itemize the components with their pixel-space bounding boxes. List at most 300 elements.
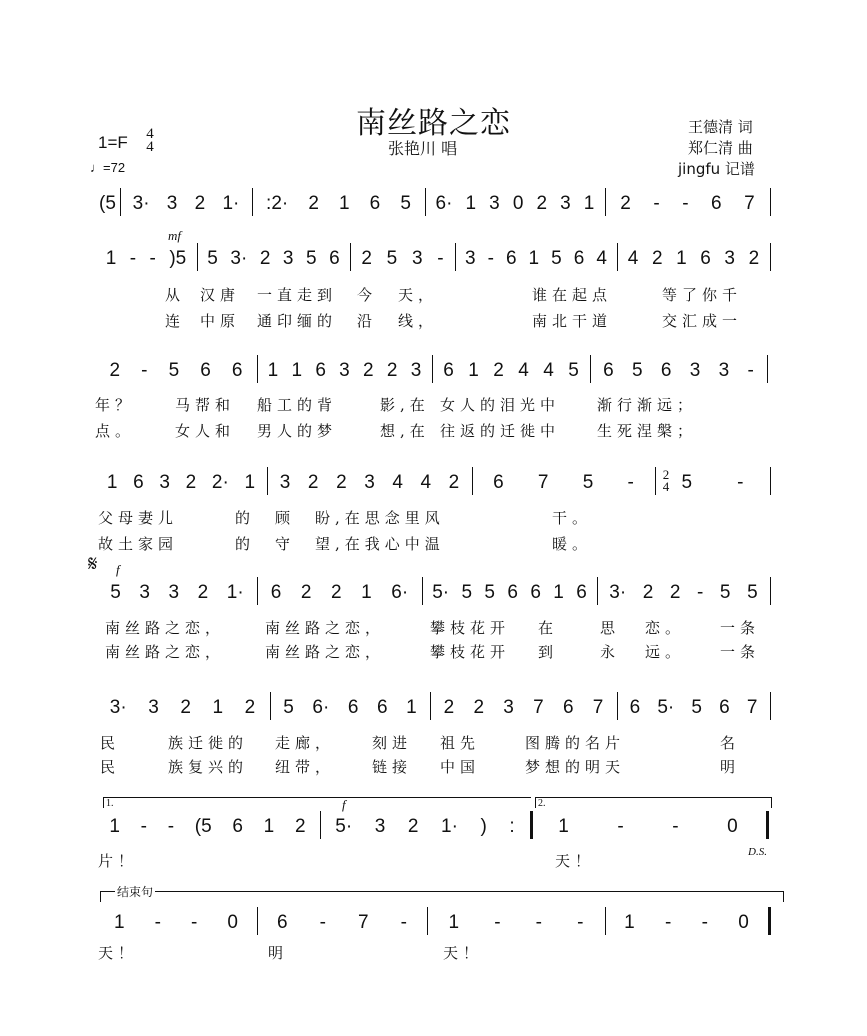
- measure: [621, 696, 766, 720]
- note: 2: [642, 582, 654, 603]
- lyric-segment: 船工的背: [257, 396, 338, 414]
- lyric-segment: 天，: [398, 286, 439, 304]
- note: -: [701, 912, 708, 933]
- note: 5: [719, 582, 731, 603]
- lyric-segment: 一条: [720, 619, 761, 637]
- volta-1: 1.: [103, 797, 531, 808]
- music-row: [0, 359, 867, 383]
- bar-line: [257, 907, 258, 935]
- lyric-segment: 点。: [95, 422, 136, 440]
- note: 1: [448, 912, 460, 933]
- note: 2: [536, 193, 548, 214]
- note: 3: [560, 193, 571, 214]
- lyric-segment: 守: [275, 535, 296, 553]
- note: 5·: [432, 582, 450, 603]
- note: :: [509, 816, 515, 837]
- dynamic-mf: mf: [168, 228, 181, 243]
- note: 1: [263, 816, 275, 837]
- note: 5: [551, 248, 562, 269]
- note: 3: [339, 360, 350, 381]
- lyric-segment: 盼,在思念里风: [315, 509, 445, 527]
- lyric-segment: 纽带，: [275, 758, 336, 776]
- note: 3: [159, 472, 170, 493]
- note: -: [487, 248, 494, 269]
- note: 4: [543, 360, 554, 381]
- note: 0: [727, 816, 738, 837]
- measure: [256, 192, 421, 216]
- lyric-segment: 天！: [98, 944, 139, 962]
- note: 6·: [435, 193, 453, 214]
- note: 6: [277, 912, 288, 933]
- bar-line: [770, 692, 771, 720]
- lyricist-credit: 王德清 词: [688, 118, 753, 136]
- lyric-segment: 民: [100, 758, 121, 776]
- lyric-segment: 到: [538, 643, 559, 661]
- note: 6: [493, 472, 504, 493]
- time-sig-bottom: 4: [146, 139, 154, 155]
- lyric-segment: 从: [165, 286, 186, 304]
- key-signature: 1=F: [98, 133, 128, 152]
- note: 1: [244, 472, 256, 493]
- time-signature: [144, 128, 156, 154]
- note: -: [437, 248, 444, 269]
- measure: [436, 359, 586, 383]
- lyric-segment: 渐行渐远；: [597, 396, 698, 414]
- lyric-segment: 永: [600, 643, 621, 661]
- bar-line: [267, 467, 268, 495]
- lyric-segment: 天！: [555, 852, 596, 870]
- lyric-segment: 今: [357, 286, 378, 304]
- lyric-segment: 通印缅的: [257, 312, 338, 330]
- measure: [124, 192, 248, 216]
- note: 6: [200, 360, 211, 381]
- note: 1: [553, 582, 564, 603]
- bar-line: [617, 692, 618, 720]
- measure: [99, 359, 253, 383]
- note: 5: [681, 472, 693, 493]
- note: 6: [530, 582, 541, 603]
- note: 6: [133, 472, 144, 493]
- bar-line: [770, 188, 771, 216]
- measure: [261, 581, 418, 605]
- measure: [99, 247, 193, 271]
- bar-line: [597, 577, 598, 605]
- note: 5: [747, 582, 758, 603]
- lyric-segment: 汉唐: [200, 286, 241, 304]
- note: 6: [719, 697, 730, 718]
- note: 3·: [609, 582, 627, 603]
- note: 1: [465, 193, 477, 214]
- bar-line: [472, 467, 473, 495]
- note: 6: [711, 193, 722, 214]
- note: 2: [109, 360, 121, 381]
- measure: [101, 581, 253, 605]
- note: 3: [503, 697, 514, 718]
- singer-credit: 张艳川 唱: [388, 139, 458, 158]
- note: 5: [306, 248, 317, 269]
- music-row: [0, 581, 867, 605]
- lyric-segment: 生死涅槃；: [597, 422, 698, 440]
- lyric-segment: 男人的梦: [257, 422, 338, 440]
- bar-line: [422, 577, 423, 605]
- bar-line: [350, 243, 351, 271]
- bar-line: [590, 355, 591, 383]
- lyric-segment: 梦想的明天: [525, 758, 626, 776]
- note: 4: [518, 360, 529, 381]
- lyric-segment: 恋。: [645, 619, 686, 637]
- lyric-segment: 连: [165, 312, 186, 330]
- note: 6: [573, 248, 585, 269]
- note: 6: [700, 248, 711, 269]
- lyric-segment: 链接: [372, 758, 413, 776]
- measure: [99, 911, 253, 935]
- note: 1: [106, 472, 118, 493]
- note: -: [400, 912, 407, 933]
- measure: [476, 471, 651, 495]
- note: -: [577, 912, 584, 933]
- time-change-bottom: 4: [662, 479, 670, 494]
- bar-line: [655, 467, 656, 495]
- lyric-segment: 刻进: [372, 734, 413, 752]
- note: 2: [180, 697, 191, 718]
- note: 6: [505, 248, 517, 269]
- bar-line: [605, 188, 606, 216]
- measure: [324, 815, 526, 839]
- note: -: [535, 912, 542, 933]
- note: 6: [443, 360, 454, 381]
- dynamic-f: f: [342, 797, 346, 812]
- lyric-segment: 南丝路之恋，: [105, 619, 226, 637]
- note: 5: [400, 193, 411, 214]
- lyric-segment: 望,在我心中温: [315, 535, 445, 553]
- time-change-top: 2: [662, 467, 670, 482]
- note: -: [682, 193, 689, 214]
- ending-bracket: [100, 885, 784, 902]
- note: 1: [583, 193, 595, 214]
- transcriber-credit: jingfu 记谱: [678, 160, 755, 178]
- music-row: [0, 696, 867, 720]
- note: 1: [528, 248, 540, 269]
- lyric-segment: 线，: [398, 312, 439, 330]
- note: 5: [568, 360, 579, 381]
- note: 7: [592, 697, 604, 718]
- lyric-segment: 攀枝花开: [430, 619, 511, 637]
- note: 6: [376, 697, 388, 718]
- note: 5: [632, 360, 643, 381]
- music-row: [0, 192, 867, 216]
- lyric-segment: 影,在: [380, 396, 430, 414]
- bar-line: [425, 188, 426, 216]
- bar-line: [767, 355, 768, 383]
- note: -: [653, 193, 660, 214]
- music-row: [0, 815, 867, 839]
- lyric-segment: 一条: [720, 643, 761, 661]
- bar-line: [770, 467, 771, 495]
- note: 5·: [657, 697, 675, 718]
- note: 3·: [132, 193, 150, 214]
- lyric-segment: 中原: [200, 312, 241, 330]
- note: -: [191, 912, 198, 933]
- lyric-segment: 干。: [552, 509, 593, 527]
- note: 6·: [391, 582, 409, 603]
- lyric-segment: 远。: [645, 643, 686, 661]
- note: 2: [493, 360, 504, 381]
- lyric-segment: 天！: [443, 944, 484, 962]
- lyric-segment: 谁在起点: [532, 286, 613, 304]
- note: -: [149, 248, 156, 269]
- lyric-segment: 南丝路之恋，: [265, 619, 386, 637]
- note: 3: [718, 360, 730, 381]
- note: 3: [724, 248, 735, 269]
- note: 6: [315, 360, 326, 381]
- lyric-segment: 南北干道: [532, 312, 613, 330]
- measure: [601, 581, 766, 605]
- note: (5: [99, 193, 116, 214]
- note: -: [627, 472, 634, 493]
- lyric-segment: 名: [720, 734, 741, 752]
- lyric-segment: 年？: [95, 396, 136, 414]
- measure: [534, 815, 762, 839]
- measure: [459, 247, 613, 271]
- music-row: [0, 911, 867, 935]
- measure: [261, 359, 428, 383]
- lyric-segment: 在: [538, 619, 559, 637]
- note: 2: [197, 582, 209, 603]
- lyric-segment: 片！: [98, 852, 139, 870]
- lyric-segment: 女人和: [175, 422, 236, 440]
- lyric-segment: 沿: [357, 312, 378, 330]
- lyric-segment: 走廊，: [275, 734, 336, 752]
- lyric-segment: 故土家园: [98, 535, 179, 553]
- music-row: [0, 247, 867, 271]
- note: 6: [231, 360, 243, 381]
- note: 6: [603, 360, 614, 381]
- note: 1·: [441, 816, 458, 837]
- lyric-segment: 攀枝花开: [430, 643, 511, 661]
- note: 3: [282, 248, 294, 269]
- measure: [594, 359, 763, 383]
- note: 5: [582, 472, 594, 493]
- measure: [99, 815, 316, 839]
- measure: [99, 696, 266, 720]
- note: 3: [166, 193, 178, 214]
- note: -: [737, 472, 744, 493]
- note: -: [319, 912, 326, 933]
- lyric-segment: 中国: [440, 758, 481, 776]
- note: 3: [139, 582, 150, 603]
- note: -: [672, 816, 679, 837]
- lyric-segment: 父母妻儿: [98, 509, 179, 527]
- measure: [429, 192, 601, 216]
- note: 1: [291, 360, 303, 381]
- lyric-segment: 的: [235, 509, 256, 527]
- note: 6: [660, 360, 672, 381]
- lyric-segment: 一直走到: [257, 286, 338, 304]
- note: 2: [473, 697, 485, 718]
- note: 1: [212, 697, 224, 718]
- volta-2: 2.: [535, 797, 772, 808]
- note: 7: [746, 697, 758, 718]
- note: 5: [168, 360, 180, 381]
- bar-line: [252, 188, 253, 216]
- note: 0: [227, 912, 238, 933]
- ds-marking: D.S.: [748, 846, 767, 858]
- bar-line: [605, 907, 606, 935]
- lyric-segment: 暖。: [552, 535, 593, 553]
- note: :2·: [266, 193, 289, 214]
- measure: [609, 192, 766, 216]
- note: 2: [185, 472, 197, 493]
- composer-credit: 郑仁清 曲: [688, 139, 753, 157]
- note: 6: [629, 697, 641, 718]
- note: )5: [169, 248, 187, 269]
- lyric-segment: 族迁徙的: [168, 734, 249, 752]
- note: 6·: [312, 697, 330, 718]
- measure: [201, 247, 346, 271]
- note: -: [129, 248, 137, 269]
- note: 1: [267, 360, 279, 381]
- note: 6: [347, 697, 359, 718]
- note: 3·: [109, 697, 127, 718]
- note: 3: [689, 360, 701, 381]
- note: 5: [207, 248, 218, 269]
- note: 5: [283, 697, 294, 718]
- note: 5: [461, 582, 473, 603]
- note: -: [617, 816, 624, 837]
- note: 2: [669, 582, 681, 603]
- note: 2: [361, 248, 372, 269]
- measure: [99, 192, 116, 216]
- note: 2: [244, 697, 256, 718]
- note: 7: [537, 472, 549, 493]
- note: -: [154, 912, 161, 933]
- note: 6: [232, 816, 243, 837]
- measure: [261, 911, 423, 935]
- lyric-segment: 往返的迁徙中: [440, 422, 561, 440]
- note: -: [697, 582, 704, 603]
- note: 6: [270, 582, 282, 603]
- note: 2: [386, 360, 398, 381]
- note: 1: [676, 248, 687, 269]
- note: 6: [507, 582, 518, 603]
- measure: [274, 696, 426, 720]
- measure: [434, 696, 613, 720]
- lyric-segment: 等了你千: [662, 286, 743, 304]
- note: 2: [363, 360, 374, 381]
- bar-line: [455, 243, 456, 271]
- note: 2: [300, 582, 312, 603]
- note: 3: [411, 248, 423, 269]
- lyric-segment: 明: [268, 944, 289, 962]
- bar-line: [617, 243, 618, 271]
- bar-line: [197, 243, 198, 271]
- note: 6: [329, 248, 340, 269]
- note: 2: [651, 248, 663, 269]
- note: 2: [194, 193, 206, 214]
- bar-line: [320, 811, 321, 839]
- music-row: [0, 467, 867, 495]
- dynamic-f: f: [116, 562, 120, 577]
- note: 6: [562, 697, 574, 718]
- lyric-segment: 的: [235, 535, 256, 553]
- measure: [609, 911, 764, 935]
- note: 3: [364, 472, 375, 493]
- note: 2: [443, 697, 455, 718]
- note: 5: [110, 582, 121, 603]
- lyric-segment: 南丝路之恋，: [265, 643, 386, 661]
- note: 2: [407, 816, 419, 837]
- bar-line: [257, 355, 258, 383]
- bar-line: [530, 811, 533, 839]
- note: 2: [308, 193, 319, 214]
- note: 3: [168, 582, 180, 603]
- note: 1: [468, 360, 479, 381]
- lyric-segment: 交汇成一: [662, 312, 743, 330]
- note: 1: [558, 816, 569, 837]
- note: 7: [533, 697, 544, 718]
- lyric-segment: 南丝路之恋，: [105, 643, 226, 661]
- note: 4: [420, 472, 432, 493]
- measure: [271, 471, 468, 495]
- note: 4: [392, 472, 403, 493]
- note: 2: [620, 193, 631, 214]
- bar-line: [766, 811, 769, 839]
- note: 5: [691, 697, 702, 718]
- lyric-segment: 民: [100, 734, 121, 752]
- time-sig-top: 4: [146, 126, 154, 142]
- note: 1: [109, 816, 120, 837]
- lyric-segment: 祖先: [440, 734, 481, 752]
- lyric-segment: 马帮和: [175, 396, 236, 414]
- note: 5: [386, 248, 398, 269]
- note: 4: [596, 248, 607, 269]
- note: 3: [465, 248, 476, 269]
- note: 1·: [226, 582, 244, 603]
- measure: [354, 247, 451, 271]
- note: 1: [339, 193, 350, 214]
- note: -: [494, 912, 501, 933]
- bar-line: [432, 355, 433, 383]
- note: 1·: [222, 193, 240, 214]
- lyric-segment: 顾: [275, 509, 296, 527]
- note: 2: [748, 248, 760, 269]
- note: 1: [361, 582, 372, 603]
- note: -: [665, 912, 672, 933]
- note: 3·: [230, 248, 248, 269]
- note: 2: [259, 248, 271, 269]
- note: 3: [148, 697, 159, 718]
- lyric-segment: 想,在: [380, 422, 430, 440]
- note: 2·: [211, 472, 229, 493]
- note: 2: [448, 472, 460, 493]
- note: 1: [114, 912, 125, 933]
- note: ): [480, 816, 487, 837]
- measure: [99, 471, 263, 495]
- measure: [621, 247, 766, 271]
- segno-icon: 𝄋: [88, 552, 98, 577]
- note: 3: [410, 360, 422, 381]
- measure: [426, 581, 593, 605]
- lyric-segment: 明: [720, 758, 741, 776]
- note: -: [167, 816, 175, 837]
- note: 2: [336, 472, 347, 493]
- note: 0: [512, 193, 524, 214]
- bar-line: [430, 692, 431, 720]
- note: (5: [194, 816, 212, 837]
- note: 5·: [335, 816, 353, 837]
- lyric-segment: 女人的泪光中: [440, 396, 561, 414]
- note: 2: [331, 582, 342, 603]
